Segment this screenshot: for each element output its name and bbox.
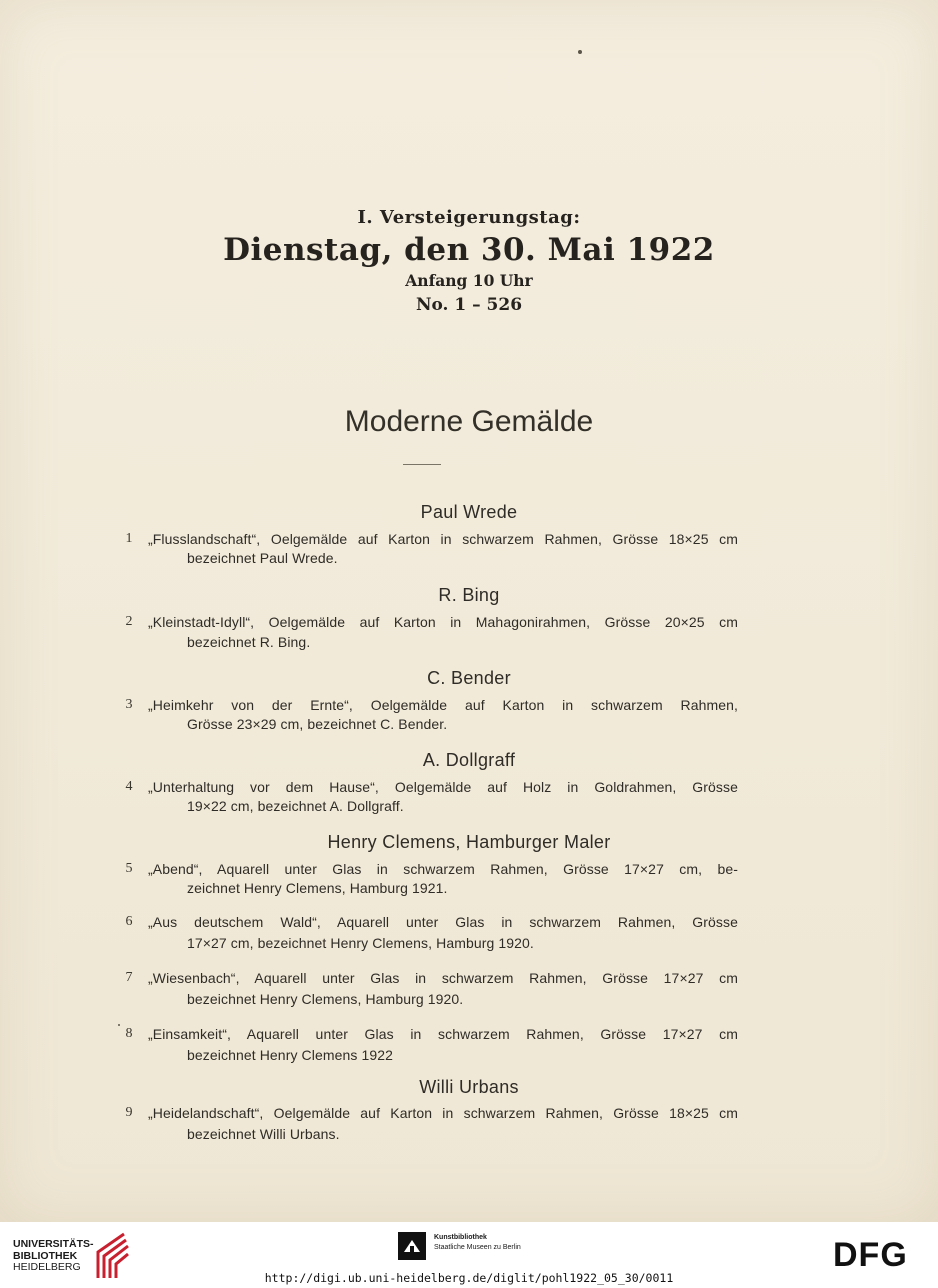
artist-heading: A. Dollgraff bbox=[422, 750, 516, 770]
library-name-line1: UNIVERSITÄTS- bbox=[13, 1238, 94, 1250]
artist-heading: Henry Clemens, Hamburger Maler bbox=[327, 832, 611, 852]
lot-number: 1 bbox=[125, 531, 133, 546]
lot-number: 7 bbox=[125, 970, 133, 985]
lot-description: „Heimkehr von der Ernte“, Oelgemälde auf Karton in schwarzem Rahmen, bbox=[148, 697, 738, 713]
lot-signature: bezeichnet Paul Wrede. bbox=[187, 550, 338, 566]
artist-heading: R. Bing bbox=[438, 585, 500, 605]
kunstbibliothek-logo-icon bbox=[398, 1232, 426, 1260]
lot-number: 8 bbox=[125, 1026, 133, 1041]
artist-heading: C. Bender bbox=[427, 668, 511, 688]
section-divider bbox=[403, 464, 441, 465]
permalink-url[interactable]: http://digi.ub.uni-heidelberg.de/diglit/pohl1922_05_30/0011 bbox=[264, 1271, 674, 1285]
artist-heading: Willi Urbans bbox=[419, 1077, 519, 1097]
lot-description: „Flusslandschaft“, Oelgemälde auf Karton in schwarzem Rahmen, Grösse 18×25 cm bbox=[148, 531, 738, 547]
lot-number: 4 bbox=[125, 779, 133, 794]
library-name-line3: HEIDELBERG bbox=[13, 1261, 81, 1273]
auction-day-label: I. Versteigerungstag: bbox=[357, 207, 581, 228]
dfg-logo[interactable]: DFG bbox=[833, 1236, 908, 1274]
lot-signature: bezeichnet Henry Clemens, Hamburg 1920. bbox=[187, 991, 464, 1007]
lot-signature: bezeichnet Willi Urbans. bbox=[187, 1126, 340, 1142]
lot-description: „Abend“, Aquarell unter Glas in schwarzem Rahmen, Grösse 17×27 cm, be- bbox=[148, 861, 738, 877]
lot-number: 2 bbox=[125, 614, 133, 629]
artist-heading: Paul Wrede bbox=[420, 502, 518, 522]
start-time: Anfang 10 Uhr bbox=[405, 271, 533, 290]
partner-subtitle: Staatliche Museen zu Berlin bbox=[434, 1244, 521, 1251]
kunstbibliothek-label[interactable] bbox=[434, 1233, 521, 1253]
partner-name: Kunstbibliothek bbox=[434, 1234, 487, 1241]
lot-number: 5 bbox=[125, 861, 133, 876]
section-title: Moderne Gemälde bbox=[344, 405, 594, 438]
lot-signature: Grösse 23×29 cm, bezeichnet C. Bender. bbox=[187, 716, 448, 732]
lot-number: 9 bbox=[125, 1105, 133, 1120]
lot-number: 6 bbox=[125, 914, 133, 929]
lot-description: „Unterhaltung vor dem Hause“, Oelgemälde auf Holz in Goldrahmen, Grösse bbox=[148, 779, 738, 795]
lot-description: „Heidelandschaft“, Oelgemälde auf Karton in schwarzem Rahmen, Grösse 18×25 cm bbox=[148, 1105, 738, 1121]
lot-description: „Wiesenbach“, Aquarell unter Glas in schwarzem Rahmen, Grösse 17×27 cm bbox=[148, 970, 738, 986]
lot-signature: bezeichnet Henry Clemens 1922 bbox=[187, 1047, 394, 1063]
lot-description: „Kleinstadt-Idyll“, Oelgemälde auf Karton in Mahagonirahmen, Grösse 20×25 cm bbox=[148, 614, 738, 630]
lot-signature: zeichnet Henry Clemens, Hamburg 1921. bbox=[187, 880, 448, 896]
ink-speck bbox=[118, 1024, 120, 1026]
ink-speck bbox=[578, 50, 582, 54]
lot-description: „Einsamkeit“, Aquarell unter Glas in schwarzem Rahmen, Grösse 17×27 cm bbox=[148, 1026, 738, 1042]
lot-signature: 19×22 cm, bezeichnet A. Dollgraff. bbox=[187, 798, 404, 814]
university-library-logo[interactable] bbox=[13, 1239, 94, 1274]
lot-range: No. 1 – 526 bbox=[415, 295, 523, 315]
library-name-line2: BIBLIOTHEK bbox=[13, 1249, 78, 1262]
auction-date: Dienstag, den 30. Mai 1922 bbox=[223, 232, 715, 268]
lot-signature: 17×27 cm, bezeichnet Henry Clemens, Hamburg 1920. bbox=[187, 935, 534, 951]
lot-signature: bezeichnet R. Bing. bbox=[187, 634, 311, 650]
lot-description: „Aus deutschem Wald“, Aquarell unter Glas in schwarzem Rahmen, Grösse bbox=[148, 914, 738, 930]
lot-number: 3 bbox=[125, 697, 133, 712]
